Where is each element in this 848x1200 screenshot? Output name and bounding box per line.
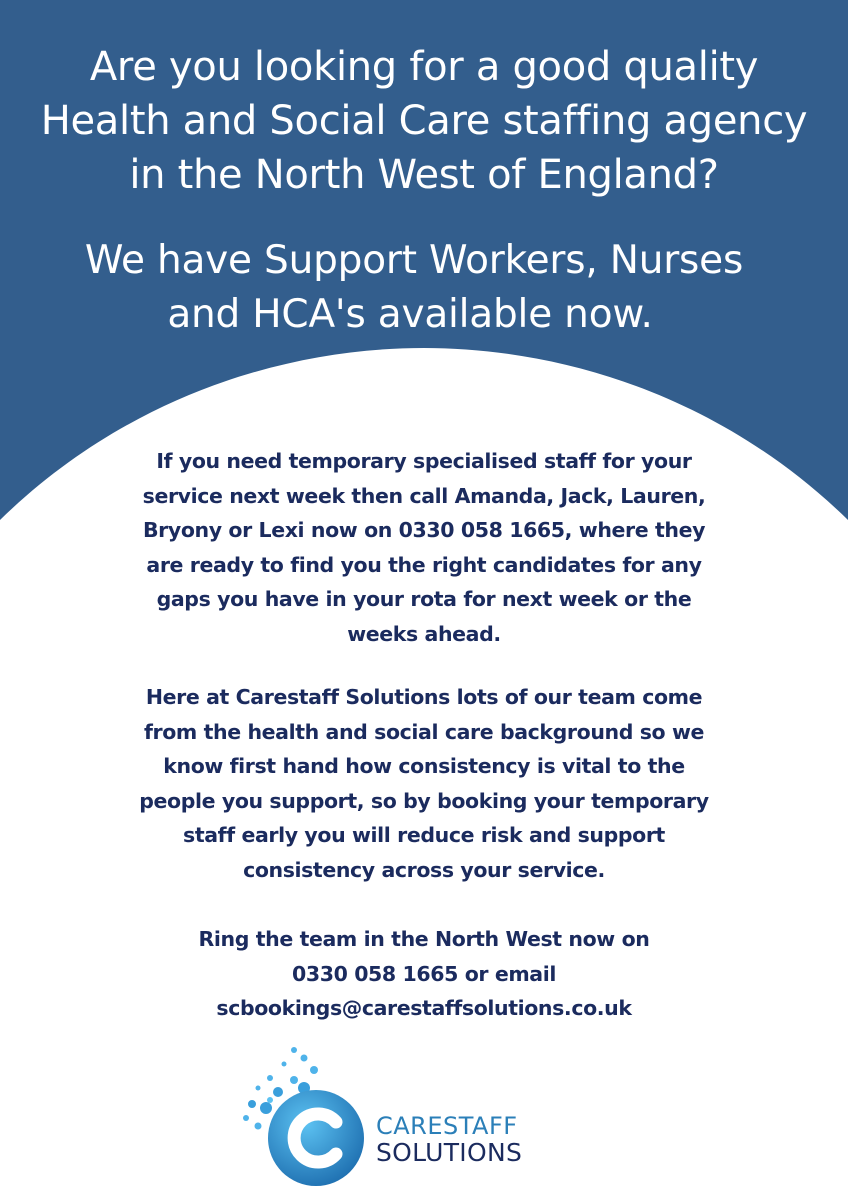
paragraph-line: Bryony or Lexi now on 0330 058 1665, where they [142, 518, 706, 542]
subheadline-line: and HCA's available now. [167, 292, 653, 337]
carestaff-c-logo-icon [240, 1040, 370, 1190]
headline-line: in the North West of England? [129, 152, 719, 198]
paragraph-line: service next week then call Amanda, Jack, Lauren, [142, 483, 706, 508]
intro-paragraph [80, 444, 768, 651]
carestaff-logo [240, 1040, 560, 1190]
paragraph-line: weeks ahead. [347, 621, 501, 646]
headline [0, 40, 848, 202]
headline-line: Health and Social Care staffing agency [40, 98, 808, 144]
brand-subtitle: SOLUTIONS [376, 1138, 523, 1167]
paragraph-line: gaps you have in your rota for next week or the [156, 587, 692, 611]
contact-line: Ring the team in the North West now on [198, 927, 650, 951]
contact-paragraph [80, 922, 768, 1026]
headline-line: Are you looking for a good quality [89, 44, 759, 90]
about-paragraph [80, 680, 768, 887]
subheadline-line: We have Support Workers, Nurses [84, 238, 744, 283]
contact-phone: 0330 058 1665 or email [292, 961, 556, 986]
subheadline [0, 234, 848, 342]
paragraph-line: If you need temporary specialised staff for your [156, 449, 692, 473]
paragraph-line: are ready to find you the right candidates for any [146, 552, 702, 577]
paragraph-line: consistency across your service. [243, 857, 605, 882]
paragraph-line: Here at Carestaff Solutions lots of our team come [145, 685, 703, 709]
paragraph-line: from the health and social care background so we [144, 719, 704, 744]
paragraph-line: know first hand how consistency is vital to the [163, 754, 685, 778]
paragraph-line: people you support, so by booking your temporary [139, 788, 709, 813]
brand-name: CARESTAFF [376, 1112, 518, 1140]
paragraph-line: staff early you will reduce risk and support [183, 823, 665, 847]
contact-email: scbookings@carestaffsolutions.co.uk [216, 996, 632, 1020]
